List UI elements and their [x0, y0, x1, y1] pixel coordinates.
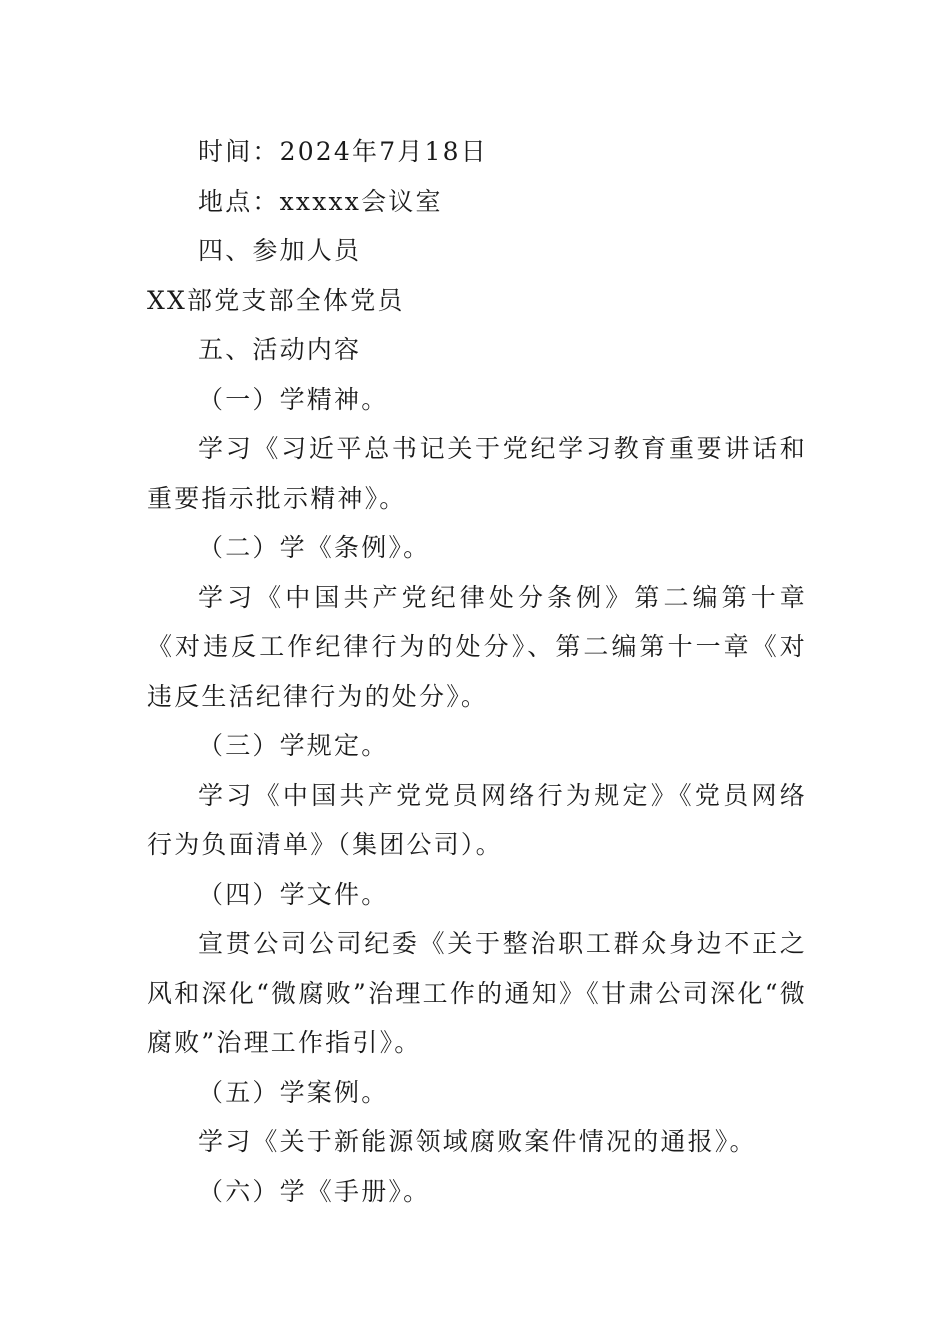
section-heading-activities: 五、活动内容 — [198, 335, 362, 364]
meeting-time: 时间：2024年7月18日 — [198, 137, 488, 166]
paragraph-documents: 宣贯公司公司纪委《关于整治职工群众身边不正之风和深化“微腐败”治理工作的通知》《甘肃公司深化“微腐败”治理工作指引》。 — [147, 929, 807, 1057]
meeting-location: 地点：xxxxx会议室 — [198, 186, 443, 216]
subheading-cases: （五）学案例。 — [198, 1077, 389, 1107]
paragraph-rules: 学习《中国共产党党员网络行为规定》《党员网络行为负面清单》（集团公司）。 — [147, 780, 807, 859]
subheading-spirit: （一）学精神。 — [198, 384, 389, 414]
subheading-rules: （三）学规定。 — [198, 731, 389, 760]
subheading-documents: （四）学文件。 — [198, 879, 389, 909]
subheading-handbook: （六）学《手册》。 — [198, 1176, 431, 1206]
paragraph-spirit: 学习《习近平总书记关于党纪学习教育重要讲话和重要指示批示精神》。 — [147, 434, 807, 513]
section-heading-participants: 四、参加人员 — [198, 236, 362, 265]
paragraph-cases: 学习《关于新能源领域腐败案件情况的通报》。 — [198, 1127, 757, 1156]
subheading-regulations: （二）学《条例》。 — [198, 533, 431, 562]
paragraph-regulations: 学习《中国共产党纪律处分条例》第二编第十章《对违反工作纪律行为的处分》、第二编第十一章《对违反生活纪律行为的处分》。 — [147, 582, 807, 711]
participants-text: XX部党支部全体党员 — [147, 285, 405, 315]
document-body — [147, 127, 807, 1216]
